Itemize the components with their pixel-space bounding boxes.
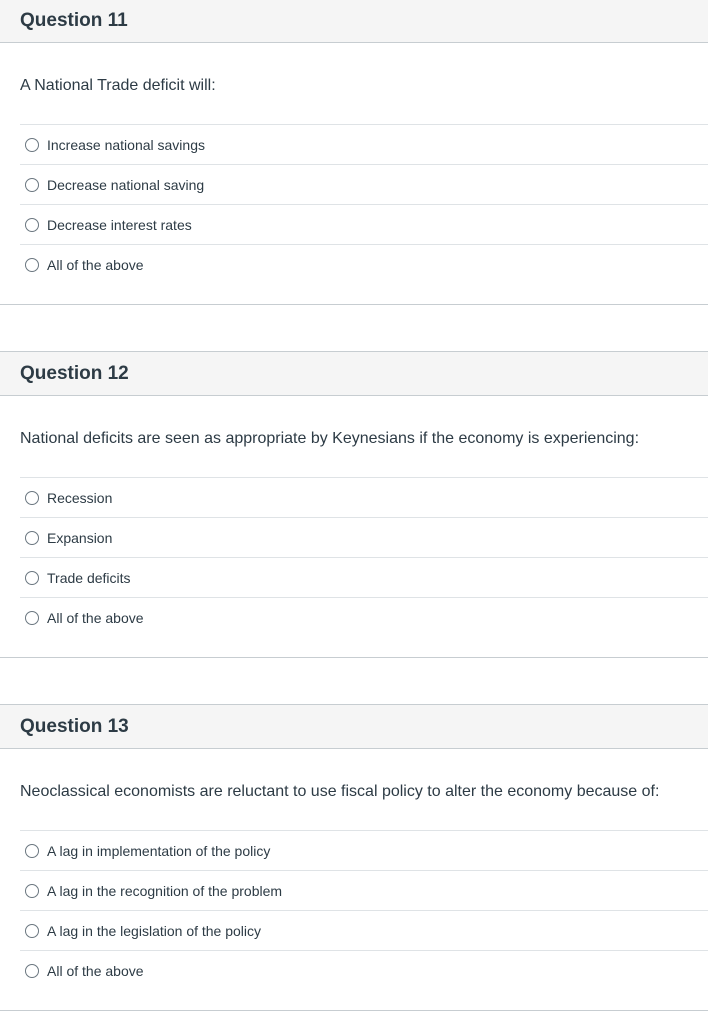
answer-list — [20, 124, 708, 284]
answer-option[interactable] — [20, 124, 708, 164]
answer-option[interactable] — [20, 244, 708, 284]
radio-button[interactable] — [25, 218, 39, 232]
answer-option[interactable] — [20, 164, 708, 204]
question-header — [0, 0, 708, 43]
answer-label: Recession — [47, 489, 113, 506]
answer-label: All of the above — [47, 962, 144, 979]
question-13 — [0, 704, 708, 1011]
answer-label: All of the above — [47, 256, 144, 273]
radio-button[interactable] — [25, 884, 39, 898]
answer-label: Decrease interest rates — [47, 216, 192, 233]
question-title: Question 11 — [20, 9, 128, 31]
answer-option[interactable] — [20, 477, 708, 517]
radio-button[interactable] — [25, 964, 39, 978]
radio-button[interactable] — [25, 178, 39, 192]
answer-option[interactable] — [20, 950, 708, 990]
question-text: National deficits are seen as appropriate by Keynesians if the economy is experiencing: — [20, 430, 640, 447]
answer-label: Expansion — [47, 529, 113, 546]
question-header — [0, 352, 708, 396]
answer-label: A lag in the legislation of the policy — [47, 922, 262, 939]
question-text: A National Trade deficit will: — [20, 77, 216, 94]
answer-label: A lag in implementation of the policy — [47, 842, 271, 859]
question-title: Question 12 — [20, 362, 129, 384]
question-header — [0, 705, 708, 749]
answer-option[interactable] — [20, 870, 708, 910]
answer-label: A lag in the recognition of the problem — [47, 882, 283, 899]
answer-label: Decrease national saving — [47, 176, 205, 193]
radio-button[interactable] — [25, 258, 39, 272]
answer-option[interactable] — [20, 910, 708, 950]
radio-button[interactable] — [25, 611, 39, 625]
answer-option[interactable] — [20, 597, 708, 637]
radio-button[interactable] — [25, 491, 39, 505]
answer-list — [20, 477, 708, 637]
radio-button[interactable] — [25, 924, 39, 938]
answer-option[interactable] — [20, 557, 708, 597]
question-title: Question 13 — [20, 715, 129, 737]
answer-label: Trade deficits — [47, 569, 131, 586]
answer-option[interactable] — [20, 517, 708, 557]
question-12 — [0, 351, 708, 658]
radio-button[interactable] — [25, 138, 39, 152]
answer-option[interactable] — [20, 830, 708, 870]
radio-button[interactable] — [25, 571, 39, 585]
answer-option[interactable] — [20, 204, 708, 244]
question-text: Neoclassical economists are reluctant to use fiscal policy to alter the economy because of: — [20, 783, 660, 800]
answer-label: Increase national savings — [47, 136, 205, 153]
answer-label: All of the above — [47, 609, 144, 626]
radio-button[interactable] — [25, 531, 39, 545]
radio-button[interactable] — [25, 844, 39, 858]
question-11 — [0, 0, 708, 305]
answer-list — [20, 830, 708, 990]
